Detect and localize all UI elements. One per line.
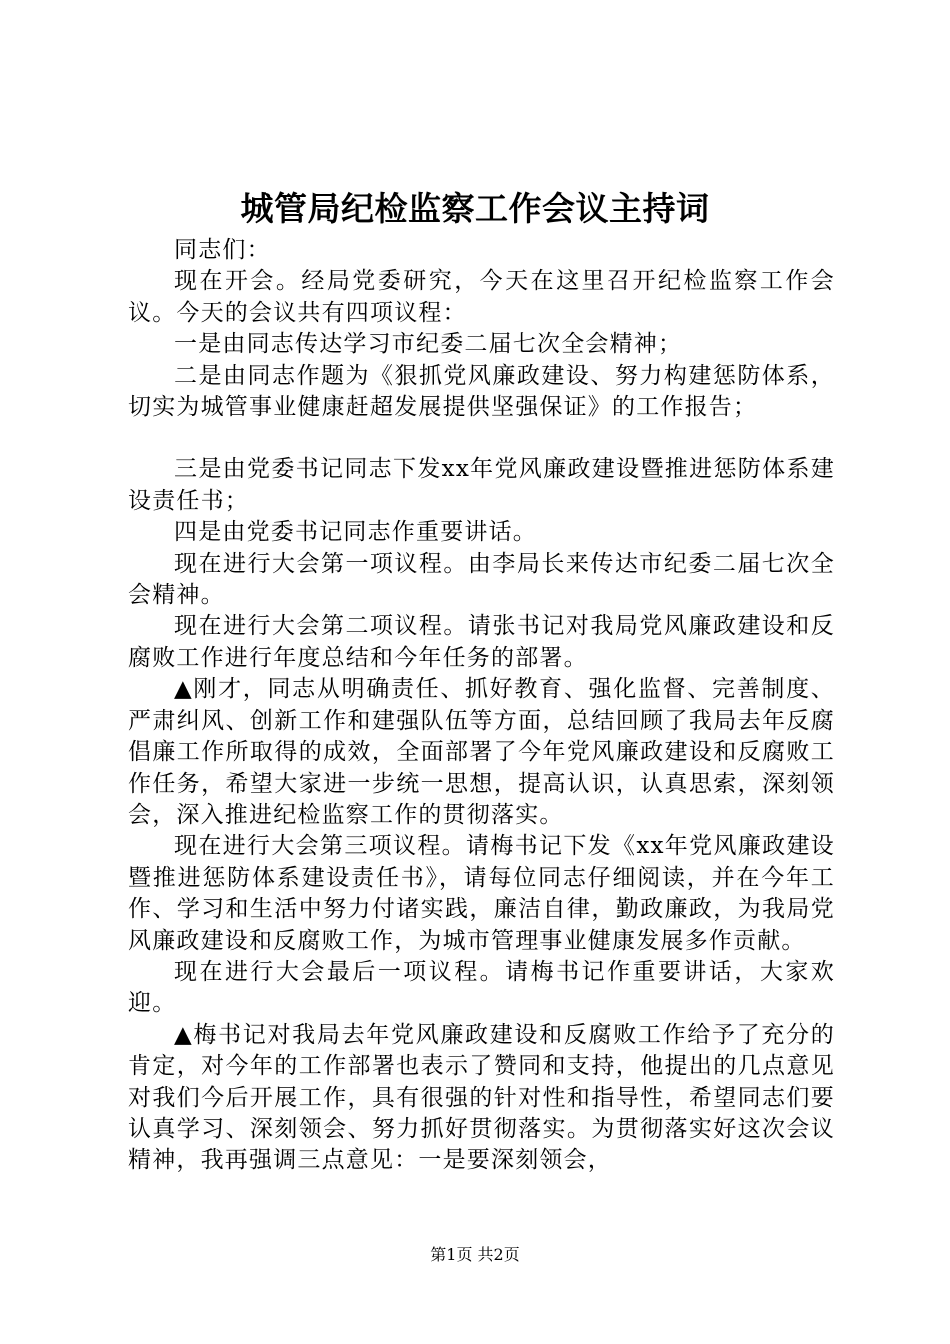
paragraph-summary-1: ▲刚才，同志从明确责任、抓好教育、强化监督、完善制度、严肃纠风、创新工作和建强队伍等方面，总结回顾了我局去年反腐倡廉工作所取得的成效，全面部署了今年党风廉政建设和反腐败工作任务，希望大家进一步统一思想，提高认识，认真思索，深刻领会，深入推进纪检监察工作的贯彻落实。 [128,676,835,828]
document-body [128,235,835,1177]
page-number: 第1页 共2页 [430,1245,520,1264]
paragraph-agenda-1: 一是由同志传达学习市纪委二届七次全会精神； [174,331,683,358]
paragraph-item-2: 现在进行大会第二项议程。请张书记对我局党风廉政建设和反腐败工作进行年度总结和今年任务的部署。 [128,613,835,671]
paragraph-agenda-3: 三是由党委书记同志下发xx年党风廉政建设暨推进惩防体系建设责任书； [128,456,835,514]
paragraph-opening: 现在开会。经局党委研究，今天在这里召开纪检监察工作会议。今天的会议共有四项议程： [128,268,835,326]
paragraph-item-4: 现在进行大会最后一项议程。请梅书记作重要讲话，大家欢迎。 [128,958,835,1017]
paragraph-agenda-2: 二是由同志作题为《狠抓党风廉政建设、努力构建惩防体系，切实为城管事业健康赶超发展提供坚强保证》的工作报告； [128,362,835,421]
paragraph-agenda-4: 四是由党委书记同志作重要讲话。 [174,519,537,546]
paragraph-item-3: 现在进行大会第三项议程。请梅书记下发《xx年党风廉政建设暨推进惩防体系建设责任书》，请每位同志仔细阅读，并在今年工作、学习和生活中努力付诸实践，廉洁自律，勤政廉政，为我局党风廉政建设和反腐败工作，为城市管理事业健康发展多作贡献。 [128,833,835,954]
document-title: 城管局纪检监察工作会议主持词 [240,189,710,228]
paragraph-summary-2: ▲梅书记对我局去年党风廉政建设和反腐败工作给予了充分的肯定，对今年的工作部署也表示了赞同和支持，他提出的几点意见对我们今后开展工作，具有很强的针对性和指导性，希望同志们要认真学习、深刻领会、努力抓好贯彻落实。为贯彻落实好这次会议精神，我再强调三点意见：一是要深刻领会， [128,1021,835,1174]
paragraph-item-1: 现在进行大会第一项议程。由李局长来传达市纪委二届七次全会精神。 [128,550,835,609]
paragraph-greeting: 同志们： [174,237,271,263]
